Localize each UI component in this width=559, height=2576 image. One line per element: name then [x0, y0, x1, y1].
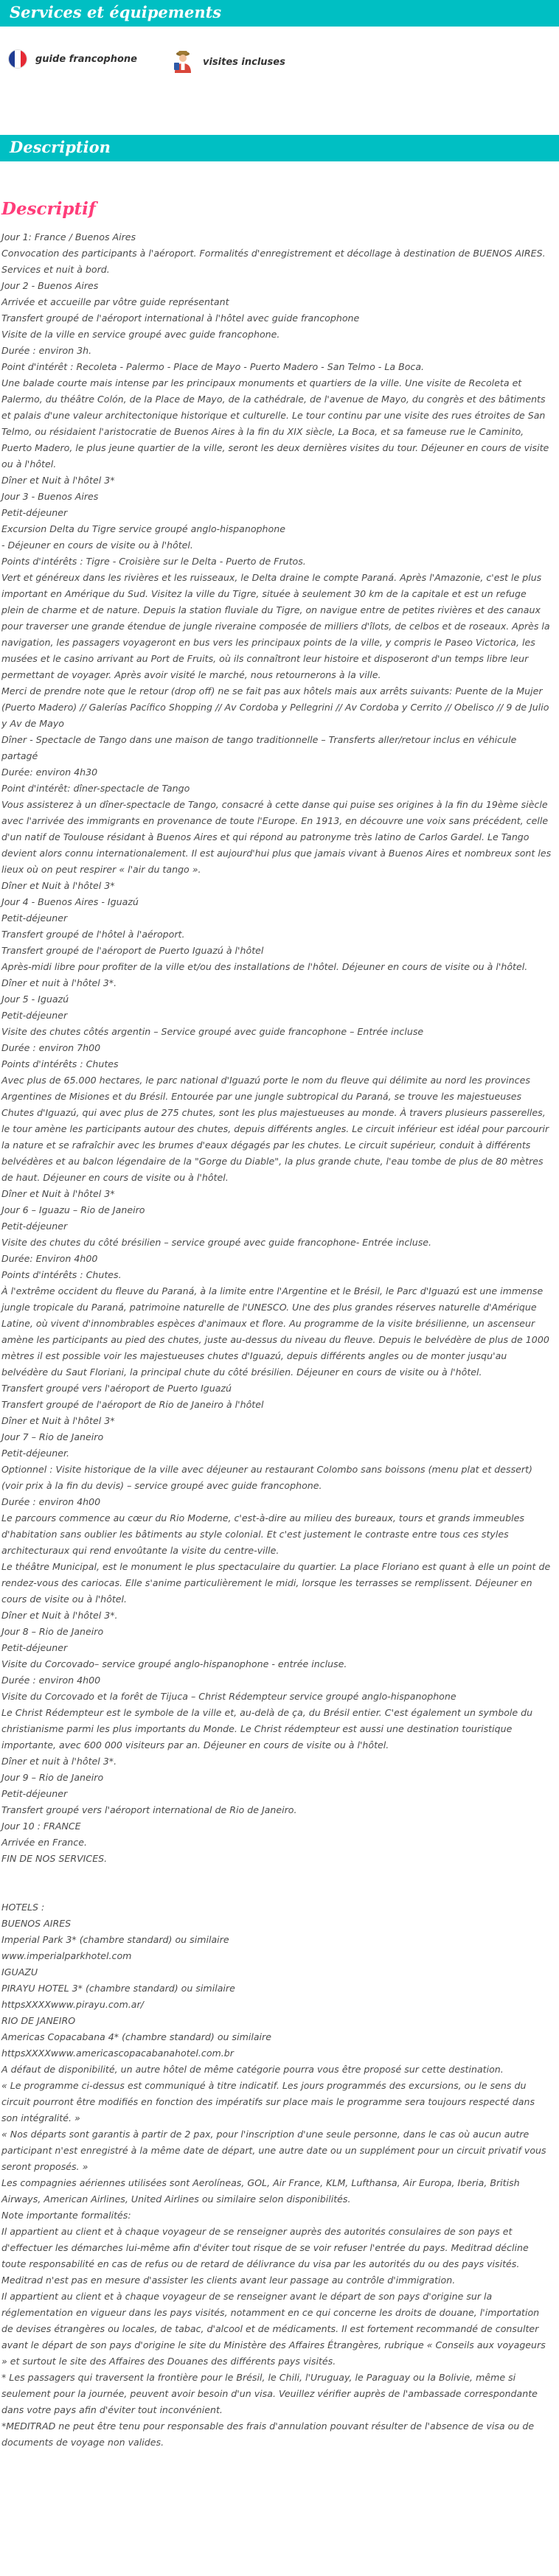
- service-item-guide: [9, 50, 137, 68]
- program-line: Jour 3 - Buenos Aires: [1, 491, 99, 502]
- program-line: Convocation des participants à l'aéroport. Formalités d'enregistrement et décollage à destination de BUENOS AIRES. Services et nuit à bord.: [1, 248, 546, 275]
- program-line: Points d'intérêts : Tigre - Croisière sur le Delta - Puerto de Frutos.: [1, 556, 306, 567]
- program-line: Durée : environ 3h.: [1, 345, 92, 356]
- hotels-line: IGUAZU: [1, 1966, 38, 1978]
- hotels-line: BUENOS AIRES: [1, 1918, 72, 1929]
- program-line: Jour 7 – Rio de Janeiro: [1, 1431, 104, 1442]
- program-line: Le parcours commence au cœur du Rio Moderne, c'est-à-dire au milieu des bureaux, tours et grands immeubles d'habitation sans oublier les bâtiments au style colonial. Et c'est justement le contraste entre tous ces styles architecturaux qui rend envoûtante la visite du centre-ville.: [1, 1512, 524, 1556]
- hotels-line: * Les passagers qui traversent la frontière pour le Brésil, le Chili, l'Uruguay, le Paraguay ou la Bolivie, même si seulement pour la journée, peuvent avoir besoin d'un visa. Veuillez vérifier auprès de l'ambassade correspondante dans votre pays afin d'éviter tout inconvénient.: [1, 2372, 538, 2415]
- services-header: [0, 0, 559, 27]
- section-gap: [0, 1867, 559, 1899]
- program-line: Jour 1: France / Buenos Aires: [1, 231, 136, 242]
- program-line: Le Christ Rédempteur est le symbole de la ville et, au-delà de ça, du Brésil entier. C'est également un symbole du christianisme parmi les plus importants du Monde. Le Christ rédempteur est aussi une destination touristique importante, avec 600 000 visiteurs par an. Déjeuner en cours de visite ou à l'hôtel.: [1, 1707, 533, 1751]
- hotels-line: « Nos départs sont garantis à partir de 2 pax, pour l'inscription d'une seule personne, dans le cas où aucun autre participant n'est enregistré à la même date de départ, une autre date ou un supplément pour un circuit privatif vous seront proposés. »: [1, 2129, 546, 2172]
- program-line: Visite des chutes côtés argentin – Service groupé avec guide francophone – Entrée incluse: [1, 1026, 424, 1037]
- program-line: Dîner - Spectacle de Tango dans une maison de tango traditionnelle – Transferts aller/retour inclus en véhicule partagé: [1, 734, 517, 761]
- program-line: FIN DE NOS SERVICES.: [1, 1853, 108, 1864]
- program-line: Durée: environ 4h30: [1, 767, 98, 778]
- program-line: Durée : environ 4h00: [1, 1675, 101, 1686]
- program-line: Arrivée en France.: [1, 1837, 87, 1848]
- program-line: Dîner et nuit à l'hôtel 3*.: [1, 1756, 117, 1767]
- program-line: Optionnel : Visite historique de la ville avec déjeuner au restaurant Colombo sans boissons (menu plat et dessert) (voir prix à la fin du devis) – service groupé avec guide francophone.: [1, 1464, 532, 1491]
- program-line: Excursion Delta du Tigre service groupé anglo-hispanophone: [1, 523, 285, 534]
- program-line: Transfert groupé de l'hôtel à l'aéroport.: [1, 929, 185, 940]
- program-line: Vous assisterez à un dîner-spectacle de Tango, consacré à cette danse qui puise ses origines à la fin du 19ème siècle avec l'arrivée des immigrants en provenance de toute l'Europe. En 1913, en découvre une voix sans précédent, celle d'un natif de Toulouse résidant à Buenos Aires et qui répond au patronyme très latino de Carlos Gardel. Le Tango devient alors connu internationalement. Il est aujourd'hui plus que jamais vivant à Buenos Aires et nombreux sont les lieux où on peut respirer « l'air du tango ».: [1, 799, 552, 875]
- program-line: Merci de prendre note que le retour (drop off) ne se fait pas aux hôtels mais aux arrêts suivants: Puente de la Mujer (Puerto Madero) // Galerías Pacífico Shopping // Av Cordoba y Pellegrini // Av Cordoba y Cerrito // Obelisco // 9 de Julio y Av de Mayo: [1, 685, 549, 729]
- program-line: Dîner et Nuit à l'hôtel 3*.: [1, 1610, 118, 1621]
- program-line: Dîner et nuit à l'hôtel 3*.: [1, 977, 117, 988]
- program-line: Vert et généreux dans les rivières et les ruisseaux, le Delta draine le compte Paraná. Après l'Amazonie, c'est le plus important en Amérique du Sud. Visitez la ville du Tigre, située à seulement 30 km de la capitale et est un refuge plein de charme et de nature. Depuis la station fluviale du Tigre, on navigue entre de petites rivières et des canaux pour traverser une grande étendue de jungle riveraine composée de milliers d'îlots, de celbos et de roseaux. Après la navigation, les passagers voyageront en bus vers les principaux points de la ville, y compris le Paseo Victorica, les musées et le casino arrivant au Port de Fruits, où ils connaîtront leur histoire et disposeront d'un temps libre leur permettant de voyager. Après avoir visité le marché, nous retournerons à la ville.: [1, 572, 550, 680]
- hotels-line: A défaut de disponibilité, un autre hôtel de même catégorie pourra vous être proposé sur cette destination.: [1, 2064, 504, 2075]
- program-line: Visite du Corcovado– service groupé anglo-hispanophone - entrée incluse.: [1, 1658, 347, 1669]
- services-title: Services et équipements: [10, 3, 222, 21]
- program-line: Jour 4 - Buenos Aires - Iguazú: [1, 896, 139, 907]
- program-line: À l'extrême occident du fleuve du Paraná, à la limite entre l'Argentine et le Brésil, le Parc d'Iguazú est une immense jungle tropicale du Paraná, patrimoine naturelle de l'UNESCO. Une des plus grandes réserves naturelle d'Amérique Latine, où vivent d'innombrables espèces d'animaux et flore. Au programme de la visite brésilienne, un ascenseur amène les participants au pied des chutes, juste au-dessus du niveau du fleuve. Depuis le belvédère de plus de 1000 mètres il est possible voir les majestueuses chutes d'Iguazú, depuis différents angles ou de monter jusqu'au belvédère du Saut Floriani, la principal chute du côté brésilien. Déjeuner en cours de visite ou à l'hôtel.: [1, 1285, 549, 1378]
- services-list: [0, 27, 559, 91]
- hotels-line: *MEDITRAD ne peut être tenu pour responsable des frais d'annulation pouvant résulter de l'absence de visa ou de documents de voyage non valides.: [1, 2420, 535, 2448]
- hotels-line: Il appartient au client et à chaque voyageur de se renseigner auprès des autorités consulaires de son pays et d'effectuer les démarches lui-même afin d'éviter tout risque de se voir refuser l'entrée du pays. Meditrad décline toute responsabilité en cas de refus ou de retard de délivrance du visa par les autorités du ou des pays visités. Meditrad n'est pas en mesure d'assister les clients avant leur passage au contrôle d'immigration.: [1, 2226, 529, 2286]
- hotels-line: RIO DE JANEIRO: [1, 2015, 76, 2026]
- hotels-line: Note importante formalités:: [1, 2210, 131, 2221]
- program-line: Jour 2 - Buenos Aires: [1, 280, 99, 291]
- program-line: Petit-déjeuner: [1, 1642, 68, 1653]
- program-line: Petit-déjeuner.: [1, 1448, 69, 1459]
- program-line: Dîner et Nuit à l'hôtel 3*: [1, 1188, 115, 1199]
- tour-guide-icon: [172, 50, 194, 74]
- description-title: Descriptif: [1, 199, 96, 219]
- program-line: Transfert groupé vers l'aéroport international de Rio de Janeiro.: [1, 1804, 297, 1815]
- program-line: Transfert groupé de l'aéroport international à l'hôtel avec guide francophone: [1, 313, 360, 324]
- program-line: Points d'intérêts : Chutes: [1, 1058, 119, 1069]
- france-flag-icon: [9, 50, 27, 68]
- program-line: Jour 6 – Iguazu – Rio de Janeiro: [1, 1204, 145, 1215]
- program-line: Dîner et Nuit à l'hôtel 3*: [1, 880, 115, 891]
- description-band-title: Description: [10, 138, 111, 156]
- hotels-line: www.imperialparkhotel.com: [1, 1950, 132, 1961]
- program-line: Points d'intérêts : Chutes.: [1, 1269, 122, 1280]
- program-line: Transfert groupé vers l'aéroport de Puerto Iguazú: [1, 1383, 232, 1394]
- program-line: Après-midi libre pour profiter de la ville et/ou des installations de l'hôtel. Déjeuner en cours de visite ou à l'hôtel.: [1, 961, 528, 972]
- hotels-line: HOTELS :: [1, 1902, 45, 1913]
- program-line: Dîner et Nuit à l'hôtel 3*: [1, 1415, 115, 1426]
- program-line: Transfert groupé de l'aéroport de Puerto Iguazú à l'hôtel: [1, 945, 264, 956]
- program-line: Une balade courte mais intense par les principaux monuments et quartiers de la ville. Une visite de Recoleta et Palermo, du théâtre Colón, de la Place de Mayo, de la cathédrale, de l'avenue de Mayo, du congrès et des bâtiments et palais d'une valeur architectonique historique et culturelle. Le tour continu par une visite des rues étroites de San Telmo, ou résidaient l'aristocratie de Buenos Aires à la fin du XIX siècle, La Boca, et sa fameuse rue le Caminito, Puerto Madero, le plus jeune quartier de la ville, seront les deux dernières visites du tour. Déjeuner en cours de visite ou à l'hôtel.: [1, 377, 549, 470]
- service-item-visits: [172, 50, 285, 74]
- hotels-line: « Le programme ci-dessus est communiqué à titre indicatif. Les jours programmés des excursions, ou le sens du circuit pourront être modifiés en fonction des impératifs sur place mais le programme sera toujours respecté dans son intégralité. »: [1, 2080, 535, 2123]
- hotels-line: Il appartient au client et à chaque voyageur de se renseigner avant le départ de son pays d'origine sur la réglementation en vigueur dans les pays visités, notamment en ce qui concerne les droits de douane, l'importation de devises étrangères ou locales, de tabac, d'alcool et de médicaments. Il est fortement recommandé de consulter avant le départ de son pays d'origine le site du Ministère des Affaires Étrangères, rubrique « Conseils aux voyageurs » et surtout le site des Affaires des Douanes des différents pays visités.: [1, 2291, 546, 2367]
- program-line: Point d'intérêt: dîner-spectacle de Tango: [1, 783, 190, 794]
- program-line: Durée : environ 4h00: [1, 1496, 101, 1507]
- hotels-line: Les compagnies aériennes utilisées sont Aerolíneas, GOL, Air France, KLM, Lufthansa, Air Europa, Iberia, British Airways, American Airlines, United Airlines ou similaire selon disponibilités.: [1, 2177, 520, 2205]
- program-text: [0, 220, 555, 1867]
- program-line: Jour 10 : FRANCE: [1, 1821, 81, 1832]
- program-line: Jour 5 - Iguazú: [1, 994, 69, 1005]
- program-line: Visite du Corcovado et la forêt de Tijuca – Christ Rédempteur service groupé anglo-hispanophone: [1, 1691, 456, 1702]
- service-label-guide: guide francophone: [35, 53, 137, 65]
- program-line: Dîner et Nuit à l'hôtel 3*: [1, 475, 115, 486]
- program-line: Petit-déjeuner: [1, 507, 68, 518]
- service-label-visits: visites incluses: [203, 56, 285, 68]
- program-line: Jour 8 – Rio de Janeiro: [1, 1626, 104, 1637]
- description-header: [0, 135, 559, 161]
- program-line: - Déjeuner en cours de visite ou à l'hôtel.: [1, 540, 193, 551]
- hotels-text: [0, 1899, 555, 2451]
- program-line: Durée : environ 7h00: [1, 1042, 101, 1053]
- program-line: Petit-déjeuner: [1, 1221, 68, 1232]
- program-line: Durée: Environ 4h00: [1, 1253, 98, 1264]
- program-line: Arrivée et accueille par vôtre guide représentant: [1, 296, 229, 307]
- hotels-line: PIRAYU HOTEL 3* (chambre standard) ou similaire: [1, 1983, 235, 1994]
- program-line: Transfert groupé de l'aéroport de Rio de Janeiro à l'hôtel: [1, 1399, 264, 1410]
- program-line: Point d'intérêt : Recoleta - Palermo - Place de Mayo - Puerto Madero - San Telmo - La Boca.: [1, 361, 425, 372]
- program-line: Petit-déjeuner: [1, 1010, 68, 1021]
- program-line: Le théâtre Municipal, est le monument le plus spectaculaire du quartier. La place Floriano est quant à elle un point de rendez-vous des cariocas. Elle s'anime particulièrement le midi, lorsque les terrasses se remplissent. Déjeuner en cours de visite ou à l'hôtel.: [1, 1561, 551, 1605]
- hotels-line: Imperial Park 3* (chambre standard) ou similaire: [1, 1934, 229, 1945]
- program-line: Visite des chutes du côté brésilien – service groupé avec guide francophone- Entrée incluse.: [1, 1237, 432, 1248]
- hotels-line: httpsXXXXwww.pirayu.com.ar/: [1, 1999, 144, 2010]
- program-line: Petit-déjeuner: [1, 912, 68, 924]
- hotels-line: httpsXXXXwww.americascopacabanahotel.com.br: [1, 2048, 234, 2059]
- program-line: Avec plus de 65.000 hectares, le parc national d'Iguazú porte le nom du fleuve qui délimite au nord les provinces Argentines de Misiones et du Brésil. Entourée par une jungle subtropical du Paraná, se trouve les majestueuses Chutes d'Iguazú, qui avec plus de 275 chutes, sont les plus majestueuses au monde. À travers plusieurs passerelles, le tour amène les participants autour des chutes, depuis différents angles. Le circuit inférieur est idéal pour parcourir la nature et se rafraîchir avec les brumes d'eaux dégagés par les chutes. Le circuit supérieur, conduit à différents belvédères et au balcon légendaire de la "Gorge du Diable", la plus grande chute, l'eau tombe de plus de 80 mètres de haut. Déjeuner en cours de visite ou à l'hôtel.: [1, 1075, 549, 1183]
- hotels-line: Americas Copacabana 4* (chambre standard) ou similaire: [1, 2031, 271, 2042]
- program-line: Jour 9 – Rio de Janeiro: [1, 1772, 104, 1783]
- program-line: Visite de la ville en service groupé avec guide francophone.: [1, 329, 280, 340]
- program-line: Petit-déjeuner: [1, 1788, 68, 1799]
